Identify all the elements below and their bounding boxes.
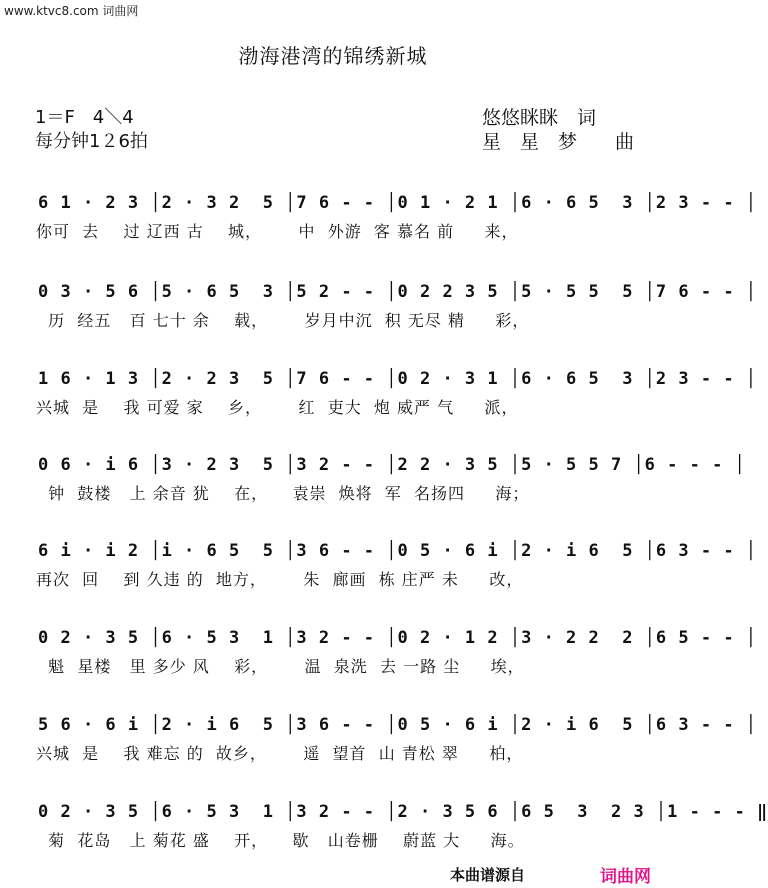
notation-line: 6 i · i 2 │i · 6 5 5 │3 6 - - │0 5 · 6 i │2 · i 6 5 │6 3 - - │ [38,541,758,561]
notation-line: 0 2 · 3 5 │6 · 5 3 1 │3 2 - - │2 · 3 5 6 │6 5 3 2 3 │1 - - - ‖ [38,802,768,822]
score-row-8 [0,802,768,882]
composer-credit: 星 星 梦 曲 [482,131,635,153]
lyrics-line: 你可 去 过 辽西 古 城， 中 外游 客 慕名 前 来， [36,222,519,241]
lyrics-line: 魁 星楼 里 多少 风 彩， 温 泉洗 去 一路 尘 埃， [36,657,525,676]
lyrics-line: 历 经五 百 七十 余 载， 岁月中沉 积 无尽 精 彩， [36,311,530,330]
score-row-2 [0,282,758,362]
score-row-4 [0,455,746,535]
score-row-5 [0,541,758,621]
score-row-6 [0,628,758,708]
source-credit: 本曲谱源自 [450,866,526,884]
notation-line: 0 3 · 5 6 │5 · 6 5 3 │5 2 - - │0 2 2 3 5 │5 · 5 5 5 │7 6 - - │ [38,282,758,302]
tempo-marking: 每分钟1２6拍 [35,131,148,152]
score-row-1 [0,193,758,273]
notation-line: 0 2 · 3 5 │6 · 5 3 1 │3 2 - - │0 2 · 1 2 │3 · 2 2 2 │6 5 - - │ [38,628,758,648]
score-row-3 [0,369,758,449]
lyrics-line: 钟 鼓楼 上 余音 犹 在， 袁崇 焕将 军 名扬四 海； [36,484,530,503]
notation-line: 6 1 · 2 3 │2 · 3 2 5 │7 6 - - │0 1 · 2 1 │6 · 6 5 3 │2 3 - - │ [38,193,758,213]
song-title: 渤海港湾的锦绣新城 [238,44,428,68]
key-signature: 1＝F 4＼4 [35,107,134,128]
site-url[interactable]: www.ktvc8.com 词曲网 [4,4,139,18]
score-row-7 [0,715,758,795]
lyrics-line: 兴城 是 我 可爱 家 乡， 红 吏大 炮 威严 气 派， [36,398,519,417]
notation-line: 1 6 · 1 3 │2 · 2 3 5 │7 6 - - │0 2 · 3 1 │6 · 6 5 3 │2 3 - - │ [38,369,758,389]
lyricist-credit: 悠悠眯眯 词 [482,107,597,129]
site-logo[interactable]: 词曲网 [600,867,651,887]
notation-line: 5 6 · 6 i │2 · i 6 5 │3 6 - - │0 5 · 6 i │2 · i 6 5 │6 3 - - │ [38,715,758,735]
lyrics-line: 再次 回 到 久违 的 地方， 朱 廊画 栋 庄严 未 改， [36,570,524,589]
notation-line: 0 6 · i 6 │3 · 2 3 5 │3 2 - - │2 2 · 3 5 │5 · 5 5 7 │6 - - - │ [38,455,746,475]
lyrics-line: 菊 花岛 上 菊花 盛 开， 歇 山卷栅 蔚蓝 大 海。 [36,831,525,850]
lyrics-line: 兴城 是 我 难忘 的 故乡， 遥 望首 山 青松 翠 柏， [36,744,524,763]
